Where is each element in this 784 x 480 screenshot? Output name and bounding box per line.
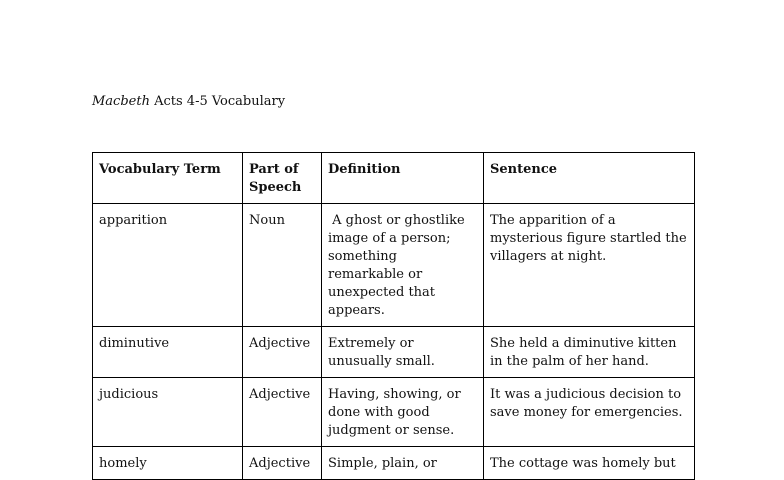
cell-part-of-speech: Adjective bbox=[243, 327, 322, 378]
table-header-row bbox=[93, 153, 695, 204]
cell-part-of-speech: Adjective bbox=[243, 447, 322, 480]
cell-sentence: The cottage was homely but bbox=[484, 447, 695, 480]
cell-term: homely bbox=[93, 447, 243, 480]
cell-definition: Having, showing, or done with good judgment or sense. bbox=[322, 378, 484, 447]
table-row bbox=[93, 204, 695, 327]
cell-part-of-speech: Noun bbox=[243, 204, 322, 327]
cell-sentence: She held a diminutive kitten in the palm of her hand. bbox=[484, 327, 695, 378]
header-vocabulary-term: Vocabulary Term bbox=[93, 153, 243, 204]
cell-term: apparition bbox=[93, 204, 243, 327]
page-title-rest: Acts 4-5 Vocabulary bbox=[149, 94, 286, 109]
header-definition: Definition bbox=[322, 153, 484, 204]
cell-term: diminutive bbox=[93, 327, 243, 378]
page-title-italic: Macbeth bbox=[92, 94, 150, 109]
cell-part-of-speech: Adjective bbox=[243, 378, 322, 447]
cell-term: judicious bbox=[93, 378, 243, 447]
cell-definition: Simple, plain, or bbox=[322, 447, 484, 480]
header-part-of-speech: Part of Speech bbox=[243, 153, 322, 204]
table-row bbox=[93, 378, 695, 447]
cell-sentence: It was a judicious decision to save money for emergencies. bbox=[484, 378, 695, 447]
cell-definition: A ghost or ghostlike image of a person; something remarkable or unexpected that appears. bbox=[322, 204, 484, 327]
table-row bbox=[93, 447, 695, 480]
table-row bbox=[93, 327, 695, 378]
cell-definition: Extremely or unusually small. bbox=[322, 327, 484, 378]
page-title bbox=[92, 93, 285, 111]
cell-sentence: The apparition of a mysterious figure startled the villagers at night. bbox=[484, 204, 695, 327]
vocabulary-table bbox=[92, 152, 695, 480]
header-sentence: Sentence bbox=[484, 153, 695, 204]
